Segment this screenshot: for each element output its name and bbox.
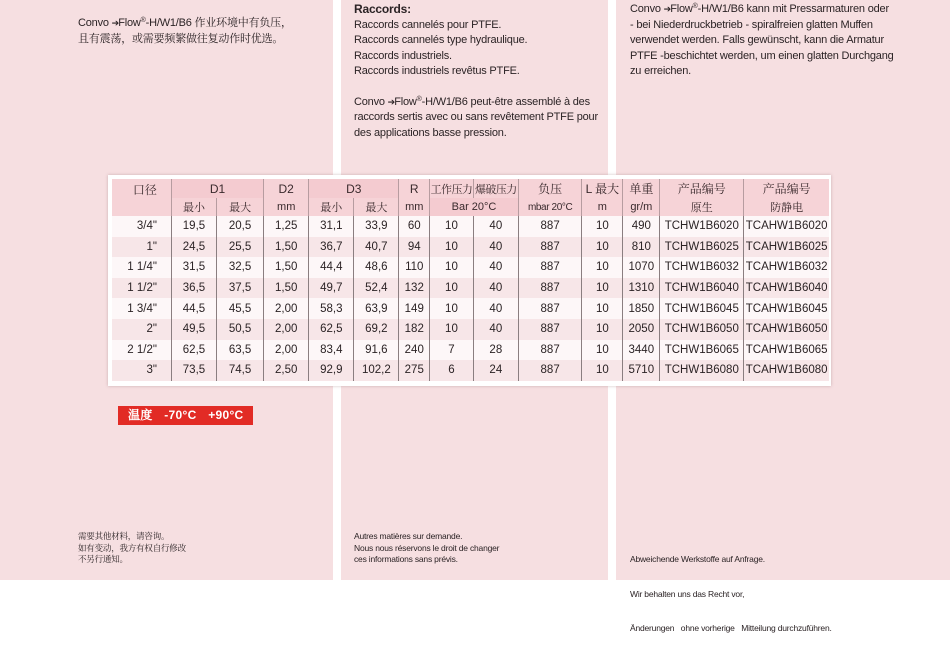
footer-line: Abweichende Werkstoffe auf Anfrage. bbox=[630, 554, 765, 564]
cell-d3max: 48,6 bbox=[354, 257, 399, 278]
cell-vac: 887 bbox=[518, 216, 582, 237]
registered-mark: ® bbox=[140, 17, 146, 24]
d2-unit-label: mm bbox=[264, 198, 309, 216]
cell-code_as: TCAHW1B6080 bbox=[744, 360, 829, 381]
cell-d3min: 49,7 bbox=[309, 278, 354, 299]
cell-d2: 2,00 bbox=[264, 340, 309, 361]
cell-d1min: 19,5 bbox=[171, 216, 216, 237]
col-r-header: R bbox=[399, 179, 430, 198]
cell-size: 2 1/2" bbox=[112, 340, 171, 361]
chinese-intro bbox=[78, 16, 292, 47]
table-row bbox=[112, 278, 829, 299]
cell-d3min: 58,3 bbox=[309, 298, 354, 319]
cell-lmax: 10 bbox=[582, 237, 623, 258]
cell-d2: 1,50 bbox=[264, 257, 309, 278]
temperature-badge bbox=[118, 406, 253, 425]
cell-d3max: 52,4 bbox=[354, 278, 399, 299]
cell-bp: 40 bbox=[473, 237, 518, 258]
intro-line-2: 且有震荡，或需要频繁做往复动作时优选。 bbox=[78, 32, 284, 45]
col-lmax-header: L 最大 bbox=[582, 179, 623, 198]
fitting-line: Raccords cannelés pour PTFE. bbox=[354, 18, 502, 31]
cell-bp: 40 bbox=[473, 319, 518, 340]
cell-d3min: 31,1 bbox=[309, 216, 354, 237]
cell-r: 60 bbox=[399, 216, 430, 237]
cell-d3min: 62,5 bbox=[309, 319, 354, 340]
col-d2-header: D2 bbox=[264, 179, 309, 198]
para-line: PTFE -beschichtet werden, um einen glatten Durchgang bbox=[630, 49, 894, 62]
cell-d3min: 83,4 bbox=[309, 340, 354, 361]
cell-code_as: TCAHW1B6040 bbox=[744, 278, 829, 299]
cell-vac: 887 bbox=[518, 298, 582, 319]
german-text bbox=[630, 2, 894, 80]
cell-r: 275 bbox=[399, 360, 430, 381]
arrow-icon: ➔ bbox=[387, 96, 395, 107]
d3-max-label: 最大 bbox=[354, 198, 399, 216]
cell-size: 1 1/2" bbox=[112, 278, 171, 299]
cell-d1max: 50,5 bbox=[217, 319, 264, 340]
footer-german bbox=[630, 531, 832, 646]
footer-line: 不另行通知。 bbox=[78, 554, 128, 564]
cell-code: TCHW1B6025 bbox=[660, 237, 744, 258]
col-working-pressure-header: 工作压力 bbox=[430, 179, 474, 198]
para-line-1: -H/W1/B6 peut-être assemblé à des bbox=[421, 95, 590, 108]
cell-wp: 10 bbox=[430, 278, 474, 299]
cell-d1min: 73,5 bbox=[171, 360, 216, 381]
cell-wp: 10 bbox=[430, 237, 474, 258]
brand-prefix: Convo bbox=[630, 3, 661, 15]
r-unit-label: mm bbox=[399, 198, 430, 216]
header-row-top bbox=[112, 179, 829, 198]
cell-d2: 1,25 bbox=[264, 216, 309, 237]
cell-lmax: 10 bbox=[582, 340, 623, 361]
cell-d1min: 36,5 bbox=[171, 278, 216, 299]
cell-lmax: 10 bbox=[582, 360, 623, 381]
cell-lmax: 10 bbox=[582, 216, 623, 237]
table-row bbox=[112, 298, 829, 319]
cell-wt: 490 bbox=[623, 216, 660, 237]
cell-d3min: 44,4 bbox=[309, 257, 354, 278]
cell-bp: 28 bbox=[473, 340, 518, 361]
cell-wt: 3440 bbox=[623, 340, 660, 361]
registered-mark: ® bbox=[416, 95, 422, 103]
fitting-line: Raccords cannelés type hydraulique. bbox=[354, 34, 528, 46]
table-row bbox=[112, 237, 829, 258]
footer-line: Nous nous réservons le droit de changer bbox=[354, 542, 500, 553]
cell-d3max: 102,2 bbox=[354, 360, 399, 381]
temperature-min: -70°C bbox=[164, 408, 197, 422]
cell-code_as: TCAHW1B6025 bbox=[744, 237, 829, 258]
cell-code: TCHW1B6040 bbox=[660, 278, 744, 299]
cell-d1min: 44,5 bbox=[171, 298, 216, 319]
brand-name: Flow bbox=[118, 17, 141, 29]
cell-code_as: TCAHW1B6020 bbox=[744, 216, 829, 237]
temperature-max: +90°C bbox=[208, 408, 244, 422]
fitting-line: Raccords industriels. bbox=[354, 49, 452, 62]
cell-code_as: TCAHW1B6050 bbox=[744, 319, 829, 340]
para-line: - bei Niederdruckbetrieb - spiralfreien glatten Muffen bbox=[630, 18, 873, 31]
header-row-sub bbox=[112, 198, 829, 216]
cell-d3max: 40,7 bbox=[354, 237, 399, 258]
table-body bbox=[112, 216, 829, 381]
cell-code: TCHW1B6050 bbox=[660, 319, 744, 340]
cell-code_as: TCAHW1B6032 bbox=[744, 257, 829, 278]
cell-d2: 1,50 bbox=[264, 278, 309, 299]
cell-r: 132 bbox=[399, 278, 430, 299]
intro-line-1: -H/W1/B6 作业环境中有负压， bbox=[145, 17, 292, 29]
cell-wt: 1310 bbox=[623, 278, 660, 299]
cell-bp: 40 bbox=[473, 278, 518, 299]
temperature-label: 温度 bbox=[128, 408, 153, 422]
cell-lmax: 10 bbox=[582, 278, 623, 299]
arrow-icon: ➔ bbox=[663, 4, 671, 14]
cell-d1max: 32,5 bbox=[217, 257, 264, 278]
brand-prefix: Convo bbox=[354, 95, 385, 108]
brand-name: Flow bbox=[394, 95, 417, 108]
code-antistatic-sub-label: 防静电 bbox=[744, 198, 829, 216]
cell-vac: 887 bbox=[518, 237, 582, 258]
cell-d1min: 62,5 bbox=[171, 340, 216, 361]
code-std-sub-label: 原生 bbox=[660, 198, 744, 216]
fittings-heading: Raccords: bbox=[354, 2, 411, 16]
d1-min-label: 最小 bbox=[171, 198, 216, 216]
cell-d1min: 24,5 bbox=[171, 237, 216, 258]
pressure-unit-label: Bar 20°C bbox=[430, 198, 519, 216]
cell-d2: 2,00 bbox=[264, 298, 309, 319]
cell-code_as: TCAHW1B6045 bbox=[744, 298, 829, 319]
cell-code_as: TCAHW1B6065 bbox=[744, 340, 829, 361]
col-code-std-header: 产品编号 bbox=[660, 179, 744, 198]
cell-lmax: 10 bbox=[582, 298, 623, 319]
cell-size: 1" bbox=[112, 237, 171, 258]
cell-bp: 40 bbox=[473, 298, 518, 319]
d3-min-label: 最小 bbox=[309, 198, 354, 216]
cell-d1max: 63,5 bbox=[217, 340, 264, 361]
cell-lmax: 10 bbox=[582, 257, 623, 278]
cell-r: 149 bbox=[399, 298, 430, 319]
cell-wt: 5710 bbox=[623, 360, 660, 381]
para-line-3: des applications basse pression. bbox=[354, 126, 507, 139]
fitting-line: Raccords industriels revêtus PTFE. bbox=[354, 65, 520, 77]
footer-line: 如有变动，我方有权自行修改 bbox=[78, 542, 186, 553]
lmax-unit-label: m bbox=[582, 198, 623, 216]
cell-d2: 2,00 bbox=[264, 319, 309, 340]
table-row bbox=[112, 319, 829, 340]
registered-mark: ® bbox=[692, 3, 698, 10]
cell-d1max: 37,5 bbox=[217, 278, 264, 299]
cell-vac: 887 bbox=[518, 340, 582, 361]
cell-size: 3" bbox=[112, 360, 171, 381]
cell-size: 2" bbox=[112, 319, 171, 340]
para-line-1: -H/W1/B6 kann mit Pressarmaturen oder bbox=[697, 3, 889, 15]
cell-vac: 887 bbox=[518, 360, 582, 381]
cell-bp: 40 bbox=[473, 257, 518, 278]
table-row bbox=[112, 257, 829, 278]
col-burst-pressure-header: 爆破压力 bbox=[473, 179, 518, 198]
cell-d3min: 92,9 bbox=[309, 360, 354, 381]
col-d3-header: D3 bbox=[309, 179, 399, 198]
cell-bp: 40 bbox=[473, 216, 518, 237]
col-weight-header: 单重 bbox=[623, 179, 660, 198]
cell-wt: 810 bbox=[623, 237, 660, 258]
cell-d3max: 69,2 bbox=[354, 319, 399, 340]
cell-code: TCHW1B6032 bbox=[660, 257, 744, 278]
cell-d1max: 45,5 bbox=[217, 298, 264, 319]
cell-vac: 887 bbox=[518, 319, 582, 340]
spec-table-card bbox=[108, 175, 831, 386]
vacuum-unit-label: mbar 20°C bbox=[518, 198, 582, 216]
para-line-2: raccords sertis avec ou sans revêtement PTFE pour bbox=[354, 111, 598, 123]
cell-wp: 10 bbox=[430, 257, 474, 278]
col-code-antistatic-header: 产品编号 bbox=[744, 179, 829, 198]
cell-d1max: 74,5 bbox=[217, 360, 264, 381]
cell-r: 182 bbox=[399, 319, 430, 340]
brand-name: Flow bbox=[670, 3, 693, 15]
footer-line: Autres matières sur demande. bbox=[354, 531, 463, 541]
brand-prefix: Convo bbox=[78, 17, 109, 29]
footer-line: Änderungen ohne vorherige Mitteilung durchzuführen. bbox=[630, 623, 832, 633]
para-line: verwendet werden. Falls gewünscht, kann die Armatur bbox=[630, 34, 884, 46]
col-size-header: 口径 bbox=[112, 179, 171, 216]
footer-line: 需要其他材料，请咨询。 bbox=[78, 531, 170, 541]
footer-french bbox=[354, 531, 499, 566]
table-row bbox=[112, 340, 829, 361]
cell-code: TCHW1B6045 bbox=[660, 298, 744, 319]
french-text bbox=[354, 2, 598, 141]
cell-size: 1 1/4" bbox=[112, 257, 171, 278]
cell-code: TCHW1B6080 bbox=[660, 360, 744, 381]
cell-code: TCHW1B6065 bbox=[660, 340, 744, 361]
cell-vac: 887 bbox=[518, 257, 582, 278]
footer-chinese bbox=[78, 531, 186, 566]
col-d1-header: D1 bbox=[171, 179, 263, 198]
cell-wt: 1070 bbox=[623, 257, 660, 278]
table-row bbox=[112, 360, 829, 381]
cell-size: 3/4" bbox=[112, 216, 171, 237]
cell-d1min: 49,5 bbox=[171, 319, 216, 340]
cell-d3max: 91,6 bbox=[354, 340, 399, 361]
cell-wp: 10 bbox=[430, 319, 474, 340]
cell-d3min: 36,7 bbox=[309, 237, 354, 258]
cell-size: 1 3/4" bbox=[112, 298, 171, 319]
cell-d2: 1,50 bbox=[264, 237, 309, 258]
cell-vac: 887 bbox=[518, 278, 582, 299]
cell-d2: 2,50 bbox=[264, 360, 309, 381]
cell-lmax: 10 bbox=[582, 319, 623, 340]
para-line: zu erreichen. bbox=[630, 65, 691, 77]
arrow-icon: ➔ bbox=[111, 18, 119, 28]
table-row bbox=[112, 216, 829, 237]
cell-wp: 10 bbox=[430, 298, 474, 319]
footer-line: ces informations sans prévis. bbox=[354, 554, 458, 564]
cell-d3max: 33,9 bbox=[354, 216, 399, 237]
cell-d1max: 20,5 bbox=[217, 216, 264, 237]
cell-wp: 7 bbox=[430, 340, 474, 361]
cell-r: 240 bbox=[399, 340, 430, 361]
cell-d1max: 25,5 bbox=[217, 237, 264, 258]
cell-wt: 1850 bbox=[623, 298, 660, 319]
d1-max-label: 最大 bbox=[217, 198, 264, 216]
weight-unit-label: gr/m bbox=[623, 198, 660, 216]
cell-wp: 10 bbox=[430, 216, 474, 237]
cell-code: TCHW1B6020 bbox=[660, 216, 744, 237]
cell-wt: 2050 bbox=[623, 319, 660, 340]
spec-table bbox=[112, 179, 829, 381]
cell-d1min: 31,5 bbox=[171, 257, 216, 278]
col-vacuum-header: 负压 bbox=[518, 179, 582, 198]
cell-bp: 24 bbox=[473, 360, 518, 381]
cell-r: 94 bbox=[399, 237, 430, 258]
cell-d3max: 63,9 bbox=[354, 298, 399, 319]
footer-line: Wir behalten uns das Recht vor, bbox=[630, 588, 745, 599]
cell-wp: 6 bbox=[430, 360, 474, 381]
cell-r: 110 bbox=[399, 257, 430, 278]
